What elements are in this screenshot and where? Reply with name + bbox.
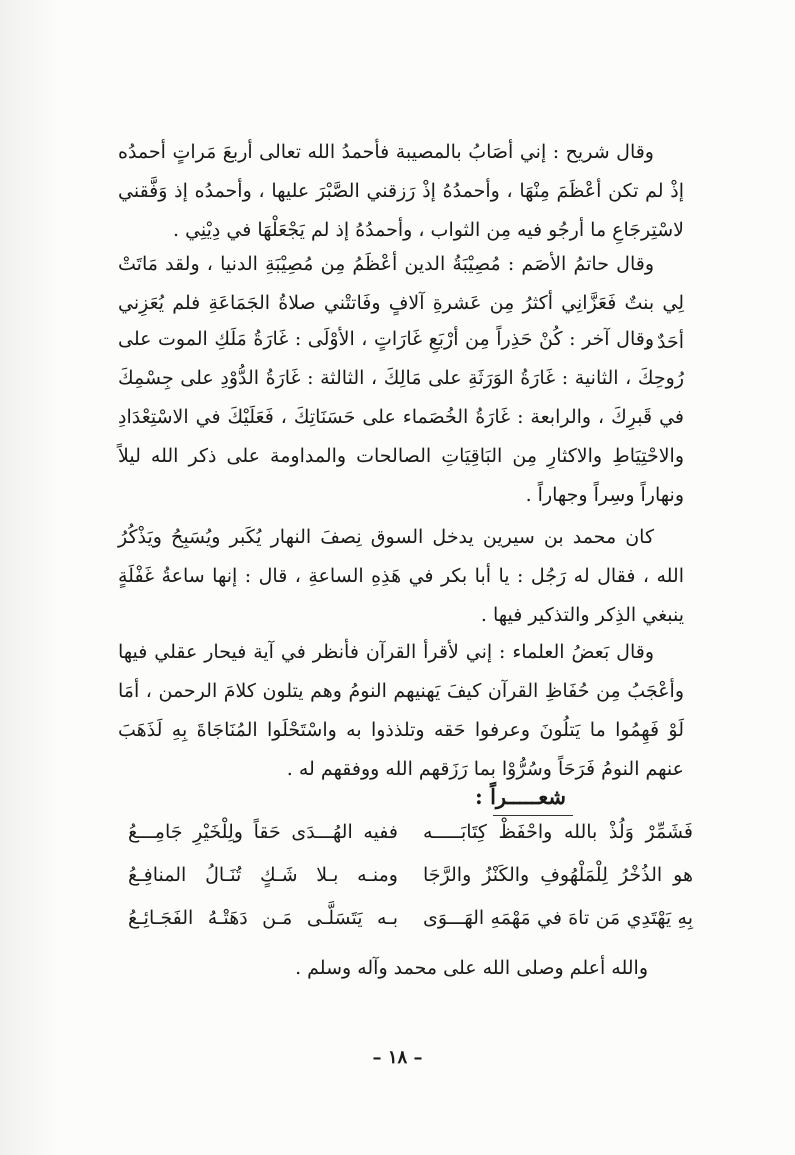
verse-first-hemistich: فَشَمِّرْ وَلُذْ بالله واحْفَظْ كِتَابَـــــه [423, 821, 693, 843]
paragraph-text: كان محمد بن سيرين يدخل السوق نِصفَ النهار يُكَبر ويُسَبِحُ ويَذْكُرُ الله ، فقال له رَجُل : يا أبا بكر في هَذِهِ الساعةِ ، قال : إنها ساعةُ غَفْلَةٍ ينبغي الذِكر والتذكير فيها . [118, 526, 684, 626]
verse-second-hemistich: ففيه الهُـــدَى حَقاً ولِلْخَيْرِ جَامِـــعُ [128, 821, 398, 843]
poem-verse [128, 907, 693, 941]
paragraph-four-raids [118, 320, 684, 515]
poem-verse [128, 864, 693, 898]
paragraph-text: وقال آخر : كُنْ حَذِراً مِن أرْبَعِ غَارَاتٍ ، الأوْلَى : غَارَةُ مَلَكِ الموت على رُوحِكَ ، الثانية : غَارَةُ الوَرَثَةِ على مَالِكَ ، الثالثة : غَارَةُ الدُّوْدِ على جِسْمِكَ في قَبرِكَ ، والرابعة : غَارَةُ الخُصَماء على حَسَنَاتِكَ ، فَعَلَيْكَ في الاسْتِعْدَادِ والاحْتِيَاطِ والاكثارِ مِن البَاقِيَاتِ الصالحات والمداومة على ذكر الله ليلاً ونهاراً وسِراً وجهاراً . [118, 328, 684, 506]
closing-line: والله أعلم وصلى الله على محمد وآله وسلم . [295, 957, 648, 979]
verse-first-hemistich: بِهِ يَهْتَدِي مَن تاهَ في مَهْمَهِ الهَـــوَى [423, 907, 693, 929]
paragraph-scholars [118, 633, 684, 789]
page-edge-shadow [0, 0, 60, 1155]
verse-second-hemistich: بـه يَتَسَلَّـى مَـن دَهَتْـهُ الفَجَـائِـعُ [128, 907, 398, 929]
verse-second-hemistich: ومنـه بـلا شَـكٍ تُنَـالُ المنافِـعُ [128, 864, 398, 886]
poem-heading: شعـــــراً : [475, 784, 566, 809]
paragraph-shurayh [118, 133, 684, 250]
paragraph-text: وقال شريح : إني أصَابُ بالمصيبة فأحمدُ الله تعالى أربعَ مَراتٍ أحمدُه إذْ لم تكن أعْظَمَ مِنْهَا ، وأحمدُهُ إذْ رَزقني الصَّبْرَ عليها ، وأحمدُه إذ وَفَّقني لاسْتِرجَاعِ ما أرجُو فيه مِن الثواب ، وأحمدُهُ إذ لم يَجْعَلْهَا في دِيْنِي . [118, 141, 684, 241]
paragraph-text: وقال بَعضُ العلماء : إني لأقرأ القرآن فأنظر في آية فيحار عقلي فيها وأعْجَبُ مِن حُفَاظِ القرآن كيفَ يَهنيهم النومُ وهم يتلون كلامَ الرحمن ، أمَا لَوْ فَهِمُوا ما يَتلُونَ وعرفوا حَقه وتلذذوا به واسْتَحْلَوا المُنَاجَاةَ بِهِ لَذَهَبَ عنهم النومُ فَرَحَاً وسُرُّوْا بما رَزَقهم الله ووفقهم له . [118, 641, 684, 780]
verse-first-hemistich: هو الذُخْرُ لِلْمَلْهُوفِ والكَنْزُ والرَّجَا [423, 864, 693, 886]
poem-verse [128, 821, 693, 855]
paragraph-ibn-sirin [118, 518, 684, 635]
poem-heading-underline [493, 815, 573, 816]
paragraph-text: وقال حاتمُ الأصَم : مُصِيْبَةُ الدين أعْظَمُ مِن مُصِيْبَةِ الدنيا ، ولقد مَاتَتْ لِي بنتٌ فَعَزَّانِي أكثرُ مِن عَشرةِ آلافٍ وفَاتتْني صلاةُ الجَمَاعَةِ فلم يُعَزِني أحَدٌ . [118, 253, 684, 353]
page-number: – ١٨ – [372, 1047, 423, 1068]
